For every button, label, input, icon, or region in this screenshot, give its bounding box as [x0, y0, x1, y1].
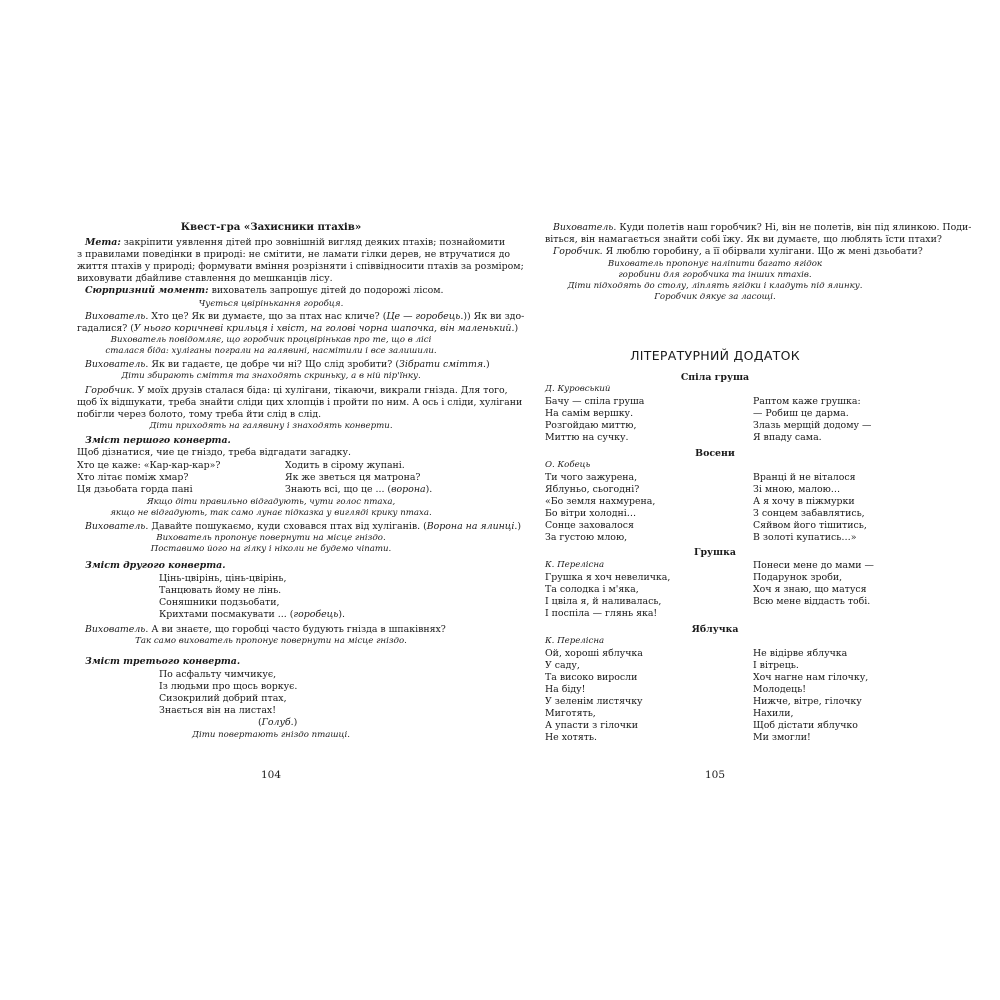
- envelope-3-title: Зміст третього конверта.: [85, 656, 241, 667]
- poem-line: Ти чого зажурена,: [545, 472, 638, 483]
- surprise-text: вихователь запрошує дітей до подорожі лісом.: [211, 285, 444, 296]
- dialog-answer: Зібрати сміття.: [398, 359, 487, 370]
- goal-text: закріпити уявлення дітей про зовнішній вигляд деяких птахів; познайомити: [123, 237, 506, 248]
- goal-line: з правилами поведінки в природі: не смітити, не ламати гілки дерев, не втручатися до: [77, 249, 511, 260]
- stage-note: Чується цвірінькання горобця.: [198, 299, 344, 309]
- poem-line: З сонцем забавлятись,: [753, 508, 865, 519]
- section-title: ЛІТЕРАТУРНИЙ ДОДАТОК: [630, 348, 800, 363]
- riddle-text: Крихтами посмакувати ... (: [159, 609, 294, 620]
- riddle-answer: ворона: [391, 484, 426, 495]
- dialog-line: [77, 323, 518, 334]
- dialog-line: побігли через болото, тому треба йти слід в слід.: [77, 409, 322, 420]
- dialog-answer: У нього коричневі крильця і хвіст, на голові чорна шапочка, він маленький.: [133, 323, 515, 334]
- riddle-line: Сизокрилий добрий птах,: [159, 693, 287, 704]
- poem-line: В золоті купатись…»: [753, 532, 857, 543]
- dialog-line: [85, 521, 521, 532]
- stage-note: Вихователь пропонує повернути на місце гніздо.: [156, 533, 386, 543]
- poem-line: Хоч нагне нам гілочку,: [753, 672, 869, 683]
- poem-line: І поспіла — глянь яка!: [545, 608, 658, 619]
- riddle-line: Цінь-цвірінь, цінь-цвірінь,: [159, 573, 287, 584]
- speaker-educator: Вихователь.: [85, 311, 149, 322]
- poem-line: На самім вершку.: [545, 408, 634, 419]
- envelope-1-title: Зміст першого конверта.: [85, 435, 231, 446]
- poem-line: Нахили,: [753, 708, 794, 719]
- page-number: 105: [704, 769, 726, 781]
- poem-line: Нижче, вітре, гілочку: [753, 696, 862, 707]
- poem-line: Хоч я знаю, що матуся: [753, 584, 867, 595]
- poem-line: — Робиш це дарма.: [753, 408, 849, 419]
- riddle-text: ): [293, 717, 298, 728]
- surprise-line: [85, 285, 444, 296]
- poem-line: За густою млою,: [545, 532, 628, 543]
- dialog-answer: Це — горобець.: [386, 311, 464, 322]
- riddle-line: Знається він на листах!: [159, 705, 276, 716]
- dialog-text: гадалися? (: [77, 323, 134, 334]
- stage-note: Вихователь повідомляє, що горобчик процвірінькав про те, що в лісі: [110, 335, 432, 345]
- goal-label: Мета:: [85, 237, 121, 248]
- poem-line: Бачу — спіла груша: [545, 396, 645, 407]
- dialog-line: [77, 311, 525, 322]
- poem-line: Молодець!: [753, 684, 807, 695]
- goal-line: життя птахів у природі; формувати вміння розрізняти і співвідносити птахів за розміром;: [77, 261, 524, 272]
- poem-line: Грушка я хоч невеличка,: [545, 572, 671, 583]
- dialog-line: [545, 222, 972, 233]
- riddle-line: Як же зветься ця матрона?: [285, 472, 421, 483]
- speaker-educator: Вихователь.: [85, 521, 149, 532]
- riddle-line: Хто це каже: «Кар-кар-кар»?: [77, 460, 221, 471]
- stage-note: Діти збирають сміття та знаходять скриньку, а в ній пір'їнку.: [121, 371, 421, 381]
- dialog-text: ): [486, 359, 490, 370]
- poem-line: На біду!: [545, 684, 586, 695]
- poem-line: Щоб дістати яблучко: [753, 720, 858, 731]
- poem-title: Грушка: [694, 547, 736, 558]
- poem-line: Раптом каже грушка:: [753, 396, 861, 407]
- riddle-line: Ця дзьобата горда пані: [77, 484, 193, 495]
- speaker-sparrow: Горобчик.: [553, 246, 603, 257]
- poem-line: Всю мене віддасть тобі.: [753, 596, 871, 607]
- stage-note: якщо не відгадують, так само лунає підказка у вигляді крику птаха.: [110, 508, 432, 518]
- riddle-answer: Голуб.: [261, 717, 294, 728]
- poem-author: К. Перелісна: [545, 560, 605, 570]
- dialog-line: віться, він намагається знайти собі їжу. Як ви думаєте, що люблять їсти птахи?: [545, 234, 942, 245]
- stage-note: горобини для горобчика та інших птахів.: [618, 270, 812, 280]
- stage-note: Якщо діти правильно відгадують, чути голос птаха,: [146, 497, 396, 507]
- dialog-text: Я люблю горобину, а її обірвали хулігани. Що ж мені дзьобати?: [605, 246, 923, 257]
- dialog-text: ): [514, 323, 519, 334]
- dialog-text: ) Як ви здо-: [467, 311, 525, 322]
- poem-line: І цвіла я, й наливалась,: [545, 596, 662, 607]
- riddle-line: [159, 609, 345, 620]
- poem-author: О. Кобець: [545, 460, 591, 470]
- dialog-text: У моїх друзів сталася біда: ці хулігани, тікаючи, викрали гнізда. Для того,: [137, 385, 508, 396]
- stage-note: Поставимо його на гілку і ніколи не будемо чіпати.: [150, 544, 392, 554]
- stage-note: Діти повертають гніздо пташці.: [191, 730, 351, 740]
- stage-note: Так само вихователь пропонує повернути на місце гніздо.: [135, 636, 407, 646]
- riddle-answer-line: [258, 717, 297, 728]
- riddle-line: Соняшники подзьобати,: [159, 597, 280, 608]
- poem-line: Та солодка і м'яка,: [545, 584, 639, 595]
- dialog-line: [85, 359, 490, 370]
- dialog-text: Хто це? Як ви думаєте, що за птах нас кличе? (: [151, 311, 387, 322]
- stage-note: Діти приходять на галявину і знаходять конверти.: [149, 421, 393, 431]
- dialog-answer: Ворона на ялинці.: [426, 521, 518, 532]
- poem-line: А я хочу в піжмурки: [753, 496, 855, 507]
- riddle-line: По асфальту чимчикує,: [159, 669, 277, 680]
- dialog-text: Давайте пошукаємо, куди сховався птах від хуліганів. (: [151, 521, 427, 532]
- poem-line: Вранці й не віталося: [753, 472, 856, 483]
- envelope-1-text: Щоб дізнатися, чие це гніздо, треба відгадати загадку.: [77, 447, 352, 458]
- riddle-answer: горобець: [293, 609, 339, 620]
- poem-title: Яблучка: [691, 624, 739, 635]
- riddle-line: Ходить в сірому жупані.: [285, 460, 405, 471]
- stage-note: Вихователь пропонує наліпити багато ягідок: [607, 259, 823, 269]
- poem-line: А упасти з гілочки: [545, 720, 639, 731]
- poem-line: Понеси мене до мами —: [753, 560, 874, 571]
- poem-title: Спіла груша: [680, 372, 750, 383]
- stage-note: Діти підходять до столу, ліплять ягідки і кладуть під ялинку.: [567, 281, 863, 291]
- page-number: 104: [260, 769, 282, 781]
- dialog-line: [85, 624, 446, 635]
- riddle-line: Хто літає поміж хмар?: [77, 472, 189, 483]
- riddle-text: ).: [425, 484, 433, 495]
- surprise-label: Сюрпризний момент:: [85, 285, 209, 296]
- dialog-line: [553, 246, 923, 257]
- poem-line: Подарунок зроби,: [753, 572, 843, 583]
- page-title: Квест-гра «Захисники птахів»: [180, 221, 362, 233]
- poem-author: Д. Куровський: [545, 384, 611, 394]
- dialog-text: ): [463, 311, 468, 322]
- stage-note: Горобчик дякує за ласощі.: [654, 292, 776, 302]
- dialog-text: Як ви гадаєте, це добре чи ні? Що слід зробити? (: [151, 359, 399, 370]
- riddle-text: Знають всі, що це ... (: [285, 484, 392, 495]
- dialog-text: Куди полетів наш горобчик? Ні, він не полетів, він під ялинкою. Поди-: [619, 222, 972, 233]
- dialog-text: А ви знаєте, що горобці часто будують гнізда в шпаківнях?: [151, 624, 446, 635]
- speaker-sparrow: Горобчик.: [85, 385, 135, 396]
- poem-line: У саду,: [545, 660, 580, 671]
- dialog-text: ): [517, 521, 521, 532]
- dialog-line: щоб їх відшукати, треба знайти сліди цих хлопців і пройти по ним. А ось і сліди, хулігани: [77, 397, 523, 408]
- poem-line: Злазь мерщій додому —: [753, 420, 872, 431]
- poem-author: К. Перелісна: [545, 636, 605, 646]
- poem-line: Ой, хороші яблучка: [545, 648, 643, 659]
- stage-note: сталася біда: хуліганы пограли на галявині, насмітили і все залишили.: [105, 346, 437, 356]
- poem-line: Миготять,: [545, 708, 596, 719]
- poem-title: Восени: [695, 448, 735, 459]
- poem-line: Не хотять.: [545, 732, 598, 743]
- poem-line: Бо вітри холодні…: [545, 508, 637, 519]
- goal-line: [77, 237, 506, 248]
- speaker-educator: Вихователь.: [85, 624, 149, 635]
- poem-line: Миттю на сучку.: [545, 432, 629, 443]
- poem-line: Зі мною, малою…: [753, 484, 841, 495]
- poem-line: Сяйвом його тішитись,: [753, 520, 867, 531]
- speaker-educator: Вихователь.: [553, 222, 617, 233]
- poem-line: Сонце заховалося: [545, 520, 634, 531]
- poem-line: Та високо виросли: [545, 672, 638, 683]
- dialog-line: [77, 385, 508, 396]
- goal-line: виховувати дбайливе ставлення до мешканців лісу.: [77, 273, 333, 284]
- riddle-line: Танцювать йому не лінь.: [159, 585, 282, 596]
- poem-line: Яблуньо, сьогодні?: [545, 484, 640, 495]
- poem-line: І вітрець.: [753, 660, 799, 671]
- riddle-line: [285, 484, 432, 495]
- riddle-text: ).: [338, 609, 345, 620]
- poem-line: У зеленім листячку: [545, 696, 643, 707]
- riddle-text: (: [258, 717, 262, 728]
- poem-line: Ми змогли!: [753, 732, 811, 743]
- riddle-line: Із людьми про щось воркує.: [159, 681, 298, 692]
- poem-line: «Бо земля нахмурена,: [545, 496, 656, 507]
- poem-line: Не відірве яблучка: [753, 648, 848, 659]
- poem-line: Розгойдаю миттю,: [545, 420, 637, 431]
- envelope-2-title: Зміст другого конверта.: [85, 560, 226, 571]
- poem-line: Я впаду сама.: [753, 432, 822, 443]
- speaker-educator: Вихователь.: [85, 359, 149, 370]
